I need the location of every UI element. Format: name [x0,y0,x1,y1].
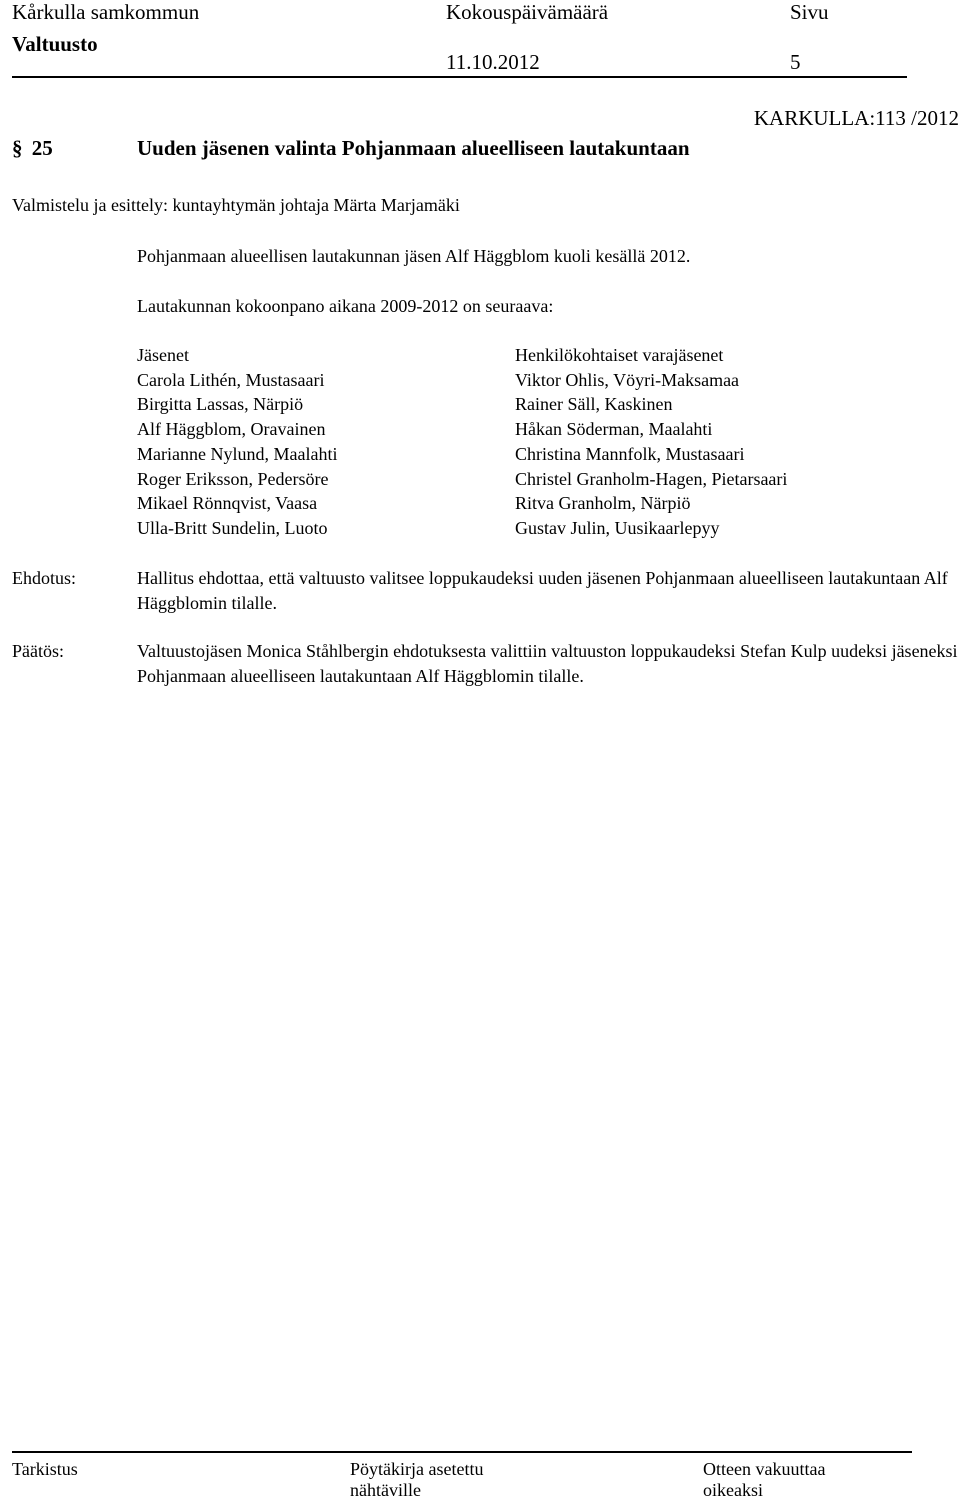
section-heading [12,136,53,160]
footer-extract-line2: oikeaksi [703,1480,763,1500]
list-item: Ulla-Britt Sundelin, Luoto [137,517,328,538]
meeting-date: 11.10.2012 [446,50,540,74]
list-item: Christina Mannfolk, Mustasaari [515,443,745,464]
footer-divider [12,1451,912,1453]
decision-label: Päätös: [12,641,64,661]
footer-checking: Tarkistus [12,1459,78,1479]
proposal-label: Ehdotus: [12,568,77,588]
body-name: Valtuusto [12,32,98,56]
preparation-line: Valmistelu ja esittely: kuntayhtymän johtaja Märta Marjamäki [12,195,460,215]
list-item: Alf Häggblom, Oravainen [137,419,326,440]
section-title: Uuden jäsenen valinta Pohjanmaan alueelliseen lautakuntaan [137,136,690,160]
composition-paragraph: Lautakunnan kokoonpano aikana 2009-2012 on seuraava: [137,296,554,316]
list-item: Carola Lithén, Mustasaari [137,369,325,390]
proposal-text: Hallitus ehdottaa, että valtuusto valitsee loppukaudeksi uuden jäsenen Pohjanmaan alueelliseen lautakuntaan Alf Häggblomin tilalle. [137,568,948,613]
section-number: 25 [31,136,53,160]
list-item: Marianne Nylund, Maalahti [137,443,338,464]
deputies-list [515,343,787,541]
intro-paragraph: Pohjanmaan alueellisen lautakunnan jäsen Alf Häggblom kuoli kesällä 2012. [137,246,691,266]
list-item: Viktor Ohlis, Vöyri-Maksamaa [515,369,740,390]
footer-extract-line1: Otteen vakuuttaa [703,1459,826,1479]
list-item: Birgitta Lassas, Närpiö [137,394,304,415]
case-reference: KARKULLA:113 /2012 [753,106,959,130]
list-item: Gustav Julin, Uusikaarlepyy [515,517,720,538]
members-list [137,343,337,541]
meeting-date-label: Kokouspäivämäärä [446,0,609,24]
footer-minutes-line2: nähtäville [350,1480,421,1500]
header-divider [12,76,907,78]
list-item: Mikael Rönnqvist, Vaasa [137,493,318,514]
section-symbol: § [12,136,23,160]
list-item: Rainer Säll, Kaskinen [515,394,673,415]
footer-minutes-line1: Pöytäkirja asetettu [350,1459,484,1479]
page-number: 5 [790,50,801,74]
list-item: Ritva Granholm, Närpiö [515,493,691,514]
organization-name: Kårkulla samkommun [12,0,200,24]
decision-text: Valtuustojäsen Monica Ståhlbergin ehdotuksesta valittiin valtuuston loppukaudeksi Stefan Kulp uudeksi jäseneksi Pohjanmaan alueelliseen lautakuntaan Alf Häggblomin tilalle. [137,641,958,686]
members-header: Jäsenet [137,345,189,365]
list-item: Roger Eriksson, Pedersöre [137,468,329,489]
page-label: Sivu [790,0,829,24]
deputies-header: Henkilökohtaiset varajäsenet [515,345,724,365]
list-item: Håkan Söderman, Maalahti [515,419,713,440]
list-item: Christel Granholm-Hagen, Pietarsaari [515,468,788,489]
